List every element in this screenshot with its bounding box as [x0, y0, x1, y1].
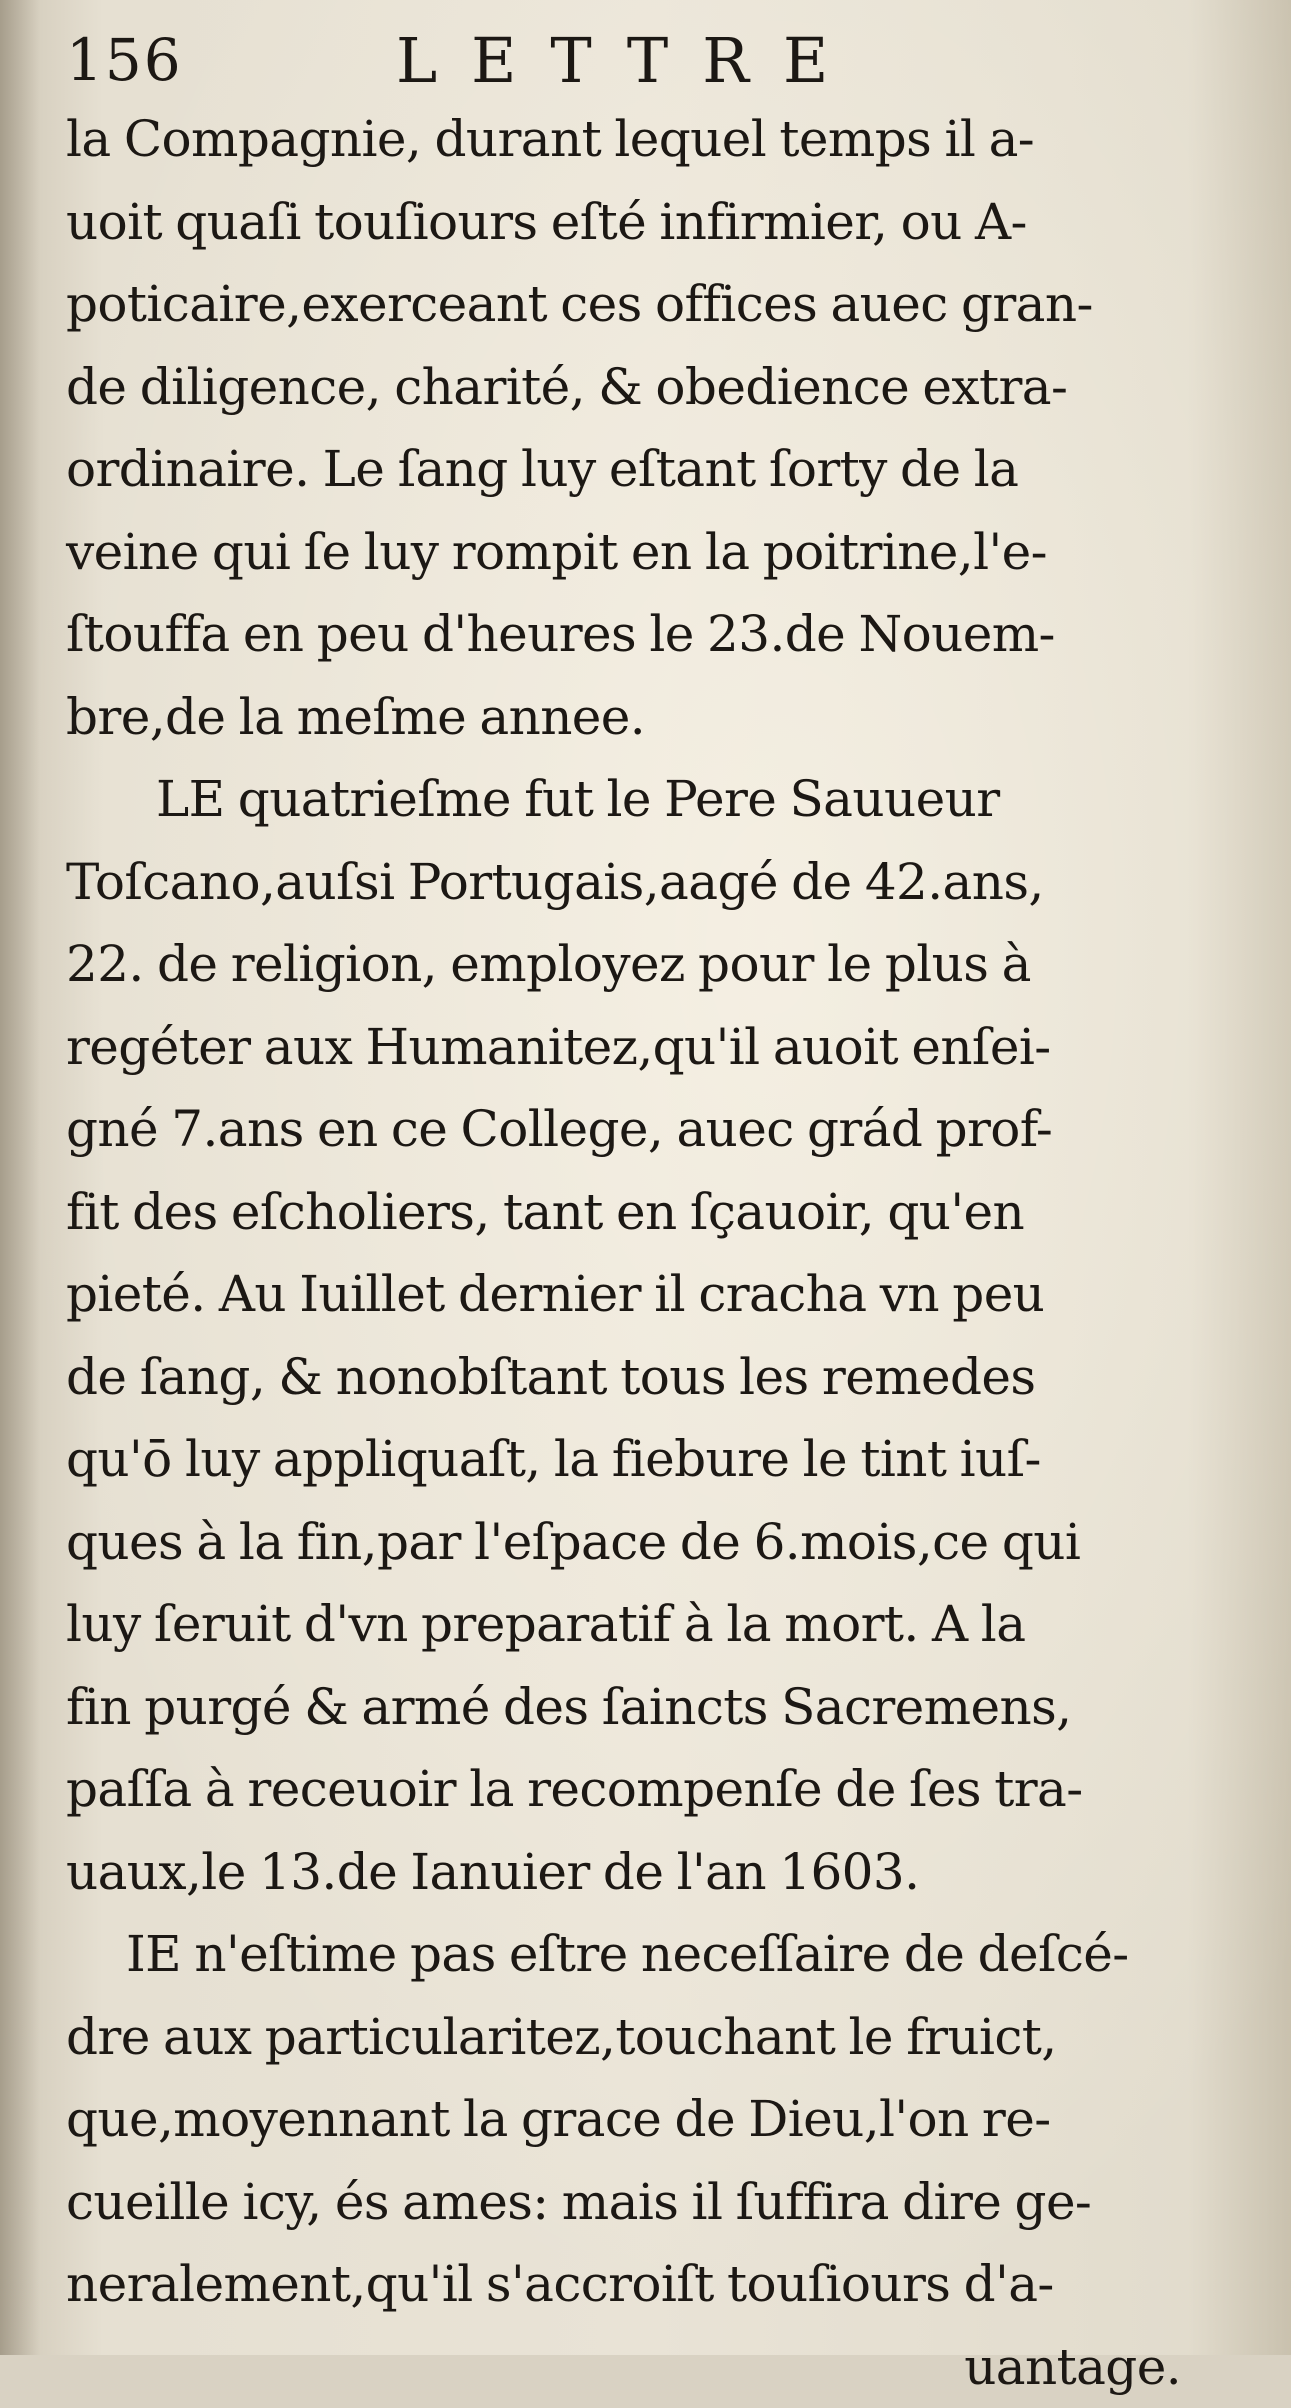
text-line: uaux,le 13.de Ianuier de l'an 1603. [66, 1831, 1251, 1914]
running-title: LETTRE [396, 24, 862, 97]
text-line: LE quatrieſme fut le Pere Sauueur [66, 758, 1251, 841]
text-line: luy ſeruit d'vn preparatif à la mort. A la [66, 1583, 1251, 1666]
text-line: veine qui ſe luy rompit en la poitrine,l'e- [66, 511, 1251, 594]
text-line: uoit quaſi touſiours eſté infirmier, ou A- [66, 181, 1251, 264]
text-line: neralement,qu'il s'accroiſt touſiours d'a- [66, 2243, 1251, 2326]
text-line: bre,de la meſme annee. [66, 676, 1251, 759]
text-line: fit des eſcholiers, tant en ſçauoir, qu'en [66, 1171, 1251, 1254]
page-gutter-shadow [0, 0, 40, 2355]
paragraph-1 [66, 98, 1251, 758]
text-line: qu'ō luy appliquaſt, la fiebure le tint iuſ- [66, 1418, 1251, 1501]
text-line: IE n'eſtime pas eſtre neceſſaire de deſcé- [66, 1913, 1251, 1996]
paragraph-3 [66, 1913, 1251, 2326]
text-line: 22. de religion, employez pour le plus à [66, 923, 1251, 1006]
text-line: fin purgé & armé des ſaincts Sacremens, [66, 1666, 1251, 1749]
text-line: paſſa à receuoir la recompenſe de ſes tra- [66, 1748, 1251, 1831]
text-line: gné 7.ans en ce College, auec grád prof- [66, 1088, 1251, 1171]
text-line: ſtouffa en peu d'heures le 23.de Nouem- [66, 593, 1251, 676]
text-line: regéter aux Humanitez,qu'il auoit enſei- [66, 1006, 1251, 1089]
catchword: uantage. [66, 2326, 1251, 2408]
text-line: de ſang, & nonobſtant tous les remedes [66, 1336, 1251, 1419]
page-number: 156 [66, 26, 183, 94]
text-line: dre aux particularitez,touchant le fruict, [66, 1996, 1251, 2079]
text-line: poticaire,exerceant ces offices auec gran- [66, 263, 1251, 346]
running-head [66, 18, 1251, 98]
paragraph-2 [66, 758, 1251, 1913]
text-line: de diligence, charité, & obedience extra- [66, 346, 1251, 429]
text-line: la Compagnie, durant lequel temps il a- [66, 98, 1251, 181]
text-line: ordinaire. Le ſang luy eſtant ſorty de la [66, 428, 1251, 511]
text-line: pieté. Au Iuillet dernier il cracha vn peu [66, 1253, 1251, 1336]
text-line: cueille icy, és ames: mais il ſuffira dire ge- [66, 2161, 1251, 2244]
text-line: que,moyennant la grace de Dieu,l'on re- [66, 2078, 1251, 2161]
text-line: Toſcano,auſsi Portugais,aagé de 42.ans, [66, 841, 1251, 924]
text-block [66, 18, 1251, 2408]
text-line: ques à la fin,par l'eſpace de 6.mois,ce qui [66, 1501, 1251, 1584]
